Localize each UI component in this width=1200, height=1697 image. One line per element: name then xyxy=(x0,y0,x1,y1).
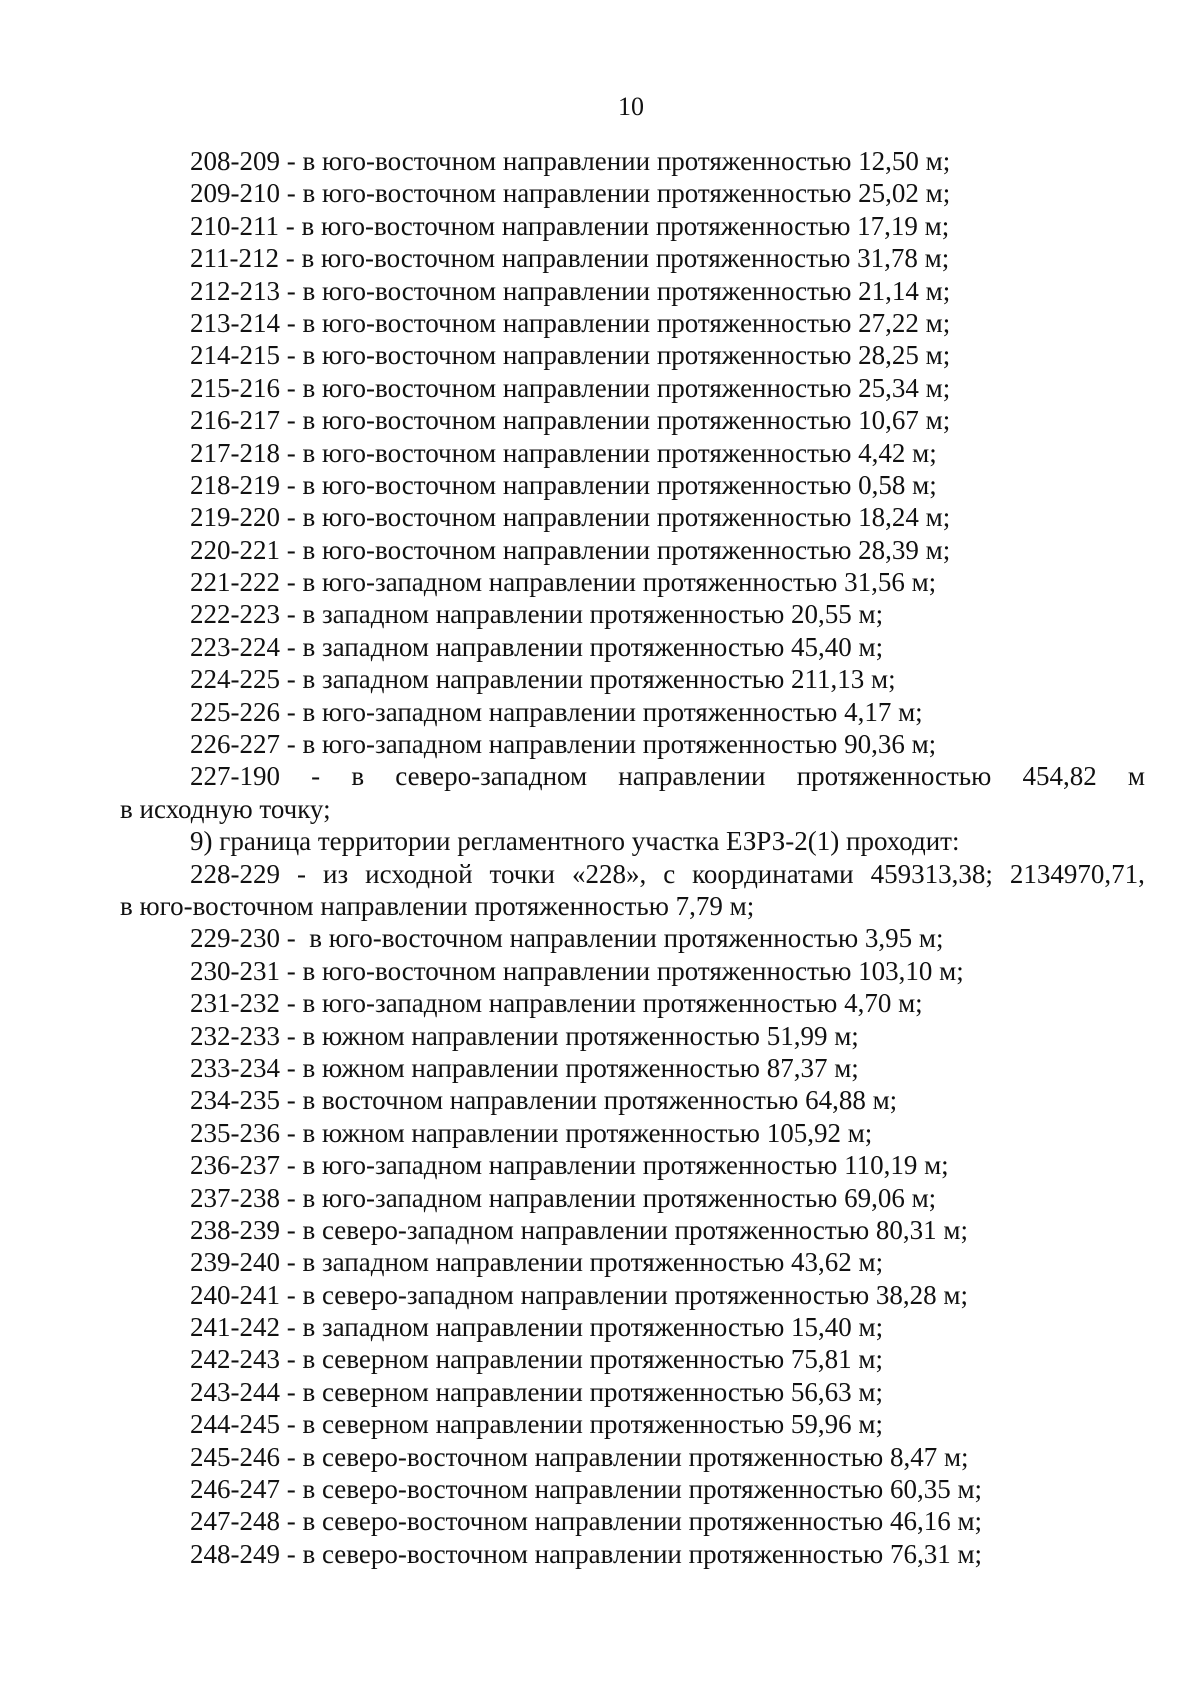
text-line: в юго-восточном направлении протяженностью 7,79 м; xyxy=(120,890,755,921)
word: точки xyxy=(489,858,555,889)
word: с xyxy=(663,858,676,889)
text-line: 215-216 - в юго-восточном направлении протяженностью 25,34 м; xyxy=(190,372,951,403)
section-heading: 9) граница территории регламентного участка ЕЗРЗ-2(1) проходит: xyxy=(190,826,960,857)
text-line: 214-215 - в юго-восточном направлении протяженностью 28,25 м; xyxy=(190,340,951,371)
word: в xyxy=(351,761,365,792)
text-line: 237-238 - в юго-западном направлении протяженностью 69,06 м; xyxy=(190,1182,937,1213)
word: 228-229 xyxy=(190,858,280,889)
text-line: 229-230 - в юго-восточном направлении протяженностью 3,95 м; xyxy=(190,923,944,954)
text-line: 233-234 - в южном направлении протяженностью 87,37 м; xyxy=(190,1052,859,1083)
text-line: 243-244 - в северном направлении протяженностью 56,63 м; xyxy=(190,1376,883,1407)
text-line: 235-236 - в южном направлении протяженностью 105,92 м; xyxy=(190,1117,873,1148)
text-line: 212-213 - в юго-восточном направлении протяженностью 21,14 м; xyxy=(190,275,951,306)
text-line: 210-211 - в юго-восточном направлении протяженностью 17,19 м; xyxy=(190,210,950,241)
text-line: 248-249 - в северо-восточном направлении протяженностью 76,31 м; xyxy=(190,1538,983,1569)
word: координатами xyxy=(692,858,854,889)
word: «228», xyxy=(571,858,647,889)
text-line: 217-218 - в юго-восточном направлении протяженностью 4,42 м; xyxy=(190,437,937,468)
text-line: 213-214 - в юго-восточном направлении протяженностью 27,22 м; xyxy=(190,307,951,338)
word: 454,82 xyxy=(1022,761,1097,792)
text-line: 234-235 - в восточном направлении протяженностью 64,88 м; xyxy=(190,1085,898,1116)
word: 2134970,71, xyxy=(1009,858,1145,889)
text-line: 231-232 - в юго-западном направлении протяженностью 4,70 м; xyxy=(190,988,923,1019)
text-line: 209-210 - в юго-восточном направлении протяженностью 25,02 м; xyxy=(190,178,951,209)
word: исходной xyxy=(365,858,473,889)
text-line: 224-225 - в западном направлении протяженностью 211,13 м; xyxy=(190,664,896,695)
word: 227-190 xyxy=(190,761,280,792)
text-line: 216-217 - в юго-восточном направлении протяженностью 10,67 м; xyxy=(190,405,951,436)
word: протяженностью xyxy=(796,761,992,792)
word: из xyxy=(323,858,349,889)
word: направлении xyxy=(618,761,766,792)
page-number: 10 xyxy=(618,92,644,121)
text-line: 211-212 - в юго-восточном направлении протяженностью 31,78 м; xyxy=(190,243,950,274)
document-body xyxy=(120,145,1145,1570)
text-line: 238-239 - в северо-западном направлении протяженностью 80,31 м; xyxy=(190,1214,968,1245)
text-line: 245-246 - в северо-восточном направлении протяженностью 8,47 м; xyxy=(190,1441,969,1472)
text-line: 220-221 - в юго-восточном направлении протяженностью 28,39 м; xyxy=(190,534,951,565)
text-line: в исходную точку; xyxy=(120,793,331,824)
text-line: 241-242 - в западном направлении протяженностью 15,40 м; xyxy=(190,1312,884,1343)
text-line: 239-240 - в западном направлении протяженностью 43,62 м; xyxy=(190,1247,884,1278)
word: м xyxy=(1127,761,1145,792)
word: - xyxy=(297,858,306,889)
justified-line-227-190 xyxy=(120,760,1145,792)
text-line: 218-219 - в юго-восточном направлении протяженностью 0,58 м; xyxy=(190,469,937,500)
word: 459313,38; xyxy=(870,858,993,889)
text-line: 230-231 - в юго-восточном направлении протяженностью 103,10 м; xyxy=(190,955,964,986)
word: северо-западном xyxy=(395,761,588,792)
text-line: 242-243 - в северном направлении протяженностью 75,81 м; xyxy=(190,1344,883,1375)
text-line: 246-247 - в северо-восточном направлении протяженностью 60,35 м; xyxy=(190,1474,983,1505)
text-line: 247-248 - в северо-восточном направлении протяженностью 46,16 м; xyxy=(190,1506,983,1537)
text-line: 232-233 - в южном направлении протяженностью 51,99 м; xyxy=(190,1020,859,1051)
word: - xyxy=(311,761,321,792)
text-line: 244-245 - в северном направлении протяженностью 59,96 м; xyxy=(190,1409,883,1440)
text-line: 223-224 - в западном направлении протяженностью 45,40 м; xyxy=(190,631,884,662)
text-line: 240-241 - в северо-западном направлении протяженностью 38,28 м; xyxy=(190,1279,968,1310)
text-line: 221-222 - в юго-западном направлении протяженностью 31,56 м; xyxy=(190,567,937,598)
text-line: 226-227 - в юго-западном направлении протяженностью 90,36 м; xyxy=(190,729,937,760)
text-line: 208-209 - в юго-восточном направлении протяженностью 12,50 м; xyxy=(190,146,951,176)
text-line: 225-226 - в юго-западном направлении протяженностью 4,17 м; xyxy=(190,696,923,727)
text-line: 219-220 - в юго-восточном направлении протяженностью 18,24 м; xyxy=(190,502,951,533)
text-line: 222-223 - в западном направлении протяженностью 20,55 м; xyxy=(190,599,884,630)
justified-line-228-229 xyxy=(120,858,1145,890)
text-line: 236-237 - в юго-западном направлении протяженностью 110,19 м; xyxy=(190,1150,949,1181)
